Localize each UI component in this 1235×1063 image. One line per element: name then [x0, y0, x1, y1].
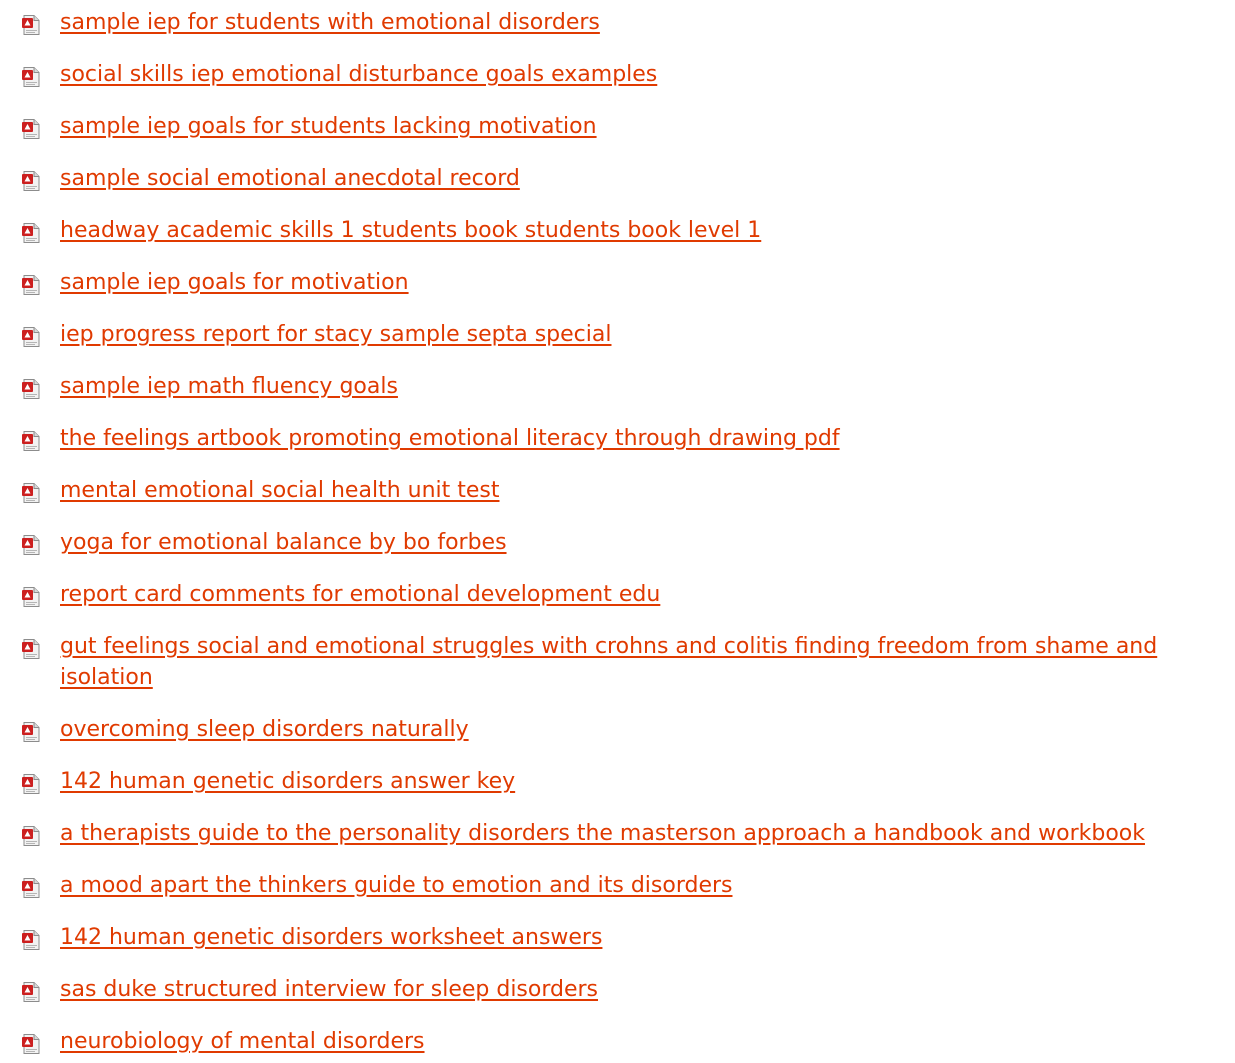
document-link[interactable]: sample iep goals for motivation	[60, 270, 409, 295]
document-link[interactable]: sample social emotional anecdotal record	[60, 166, 520, 191]
document-link[interactable]: 142 human genetic disorders worksheet answers	[60, 925, 603, 950]
list-item	[0, 423, 1235, 454]
pdf-file-icon	[22, 481, 40, 501]
document-link[interactable]: sample iep math fluency goals	[60, 374, 398, 399]
pdf-file-icon	[22, 221, 40, 241]
pdf-file-icon	[22, 65, 40, 85]
list-item	[0, 766, 1235, 797]
list-item	[0, 1026, 1235, 1057]
document-link[interactable]: sample iep goals for students lacking motivation	[60, 114, 597, 139]
pdf-file-icon	[22, 429, 40, 449]
pdf-file-icon	[22, 377, 40, 397]
list-item	[0, 870, 1235, 901]
list-item	[0, 163, 1235, 194]
pdf-file-icon	[22, 325, 40, 345]
list-item	[0, 371, 1235, 402]
pdf-file-icon	[22, 637, 40, 657]
document-link[interactable]: iep progress report for stacy sample septa special	[60, 322, 612, 347]
document-link[interactable]: a therapists guide to the personality disorders the masterson approach a handbook and workbook	[60, 821, 1145, 846]
document-link[interactable]: 142 human genetic disorders answer key	[60, 769, 516, 794]
pdf-file-icon	[22, 980, 40, 1000]
list-item	[0, 59, 1235, 90]
list-item	[0, 527, 1235, 558]
document-link[interactable]: report card comments for emotional development edu	[60, 582, 661, 607]
pdf-file-icon	[22, 928, 40, 948]
list-item	[0, 631, 1235, 693]
pdf-file-icon	[22, 772, 40, 792]
list-item	[0, 319, 1235, 350]
document-link[interactable]: a mood apart the thinkers guide to emotion and its disorders	[60, 873, 733, 898]
document-link[interactable]: the feelings artbook promoting emotional literacy through drawing pdf	[60, 426, 840, 451]
pdf-file-icon	[22, 720, 40, 740]
pdf-file-icon	[22, 273, 40, 293]
pdf-file-icon	[22, 585, 40, 605]
list-item	[0, 267, 1235, 298]
pdf-file-icon	[22, 13, 40, 33]
list-item	[0, 714, 1235, 745]
list-item	[0, 579, 1235, 610]
document-link[interactable]: sample iep for students with emotional disorders	[60, 10, 600, 35]
list-item	[0, 7, 1235, 38]
pdf-file-icon	[22, 876, 40, 896]
document-link[interactable]: gut feelings social and emotional struggles with crohns and colitis finding freedom from shame and isolation	[60, 634, 1158, 690]
document-link[interactable]: social skills iep emotional disturbance goals examples	[60, 62, 658, 87]
list-item	[0, 215, 1235, 246]
list-item	[0, 111, 1235, 142]
document-link[interactable]: sas duke structured interview for sleep disorders	[60, 977, 599, 1002]
pdf-file-icon	[22, 117, 40, 137]
list-item	[0, 974, 1235, 1005]
pdf-file-icon	[22, 533, 40, 553]
document-link[interactable]: yoga for emotional balance by bo forbes	[60, 530, 507, 555]
document-link[interactable]: overcoming sleep disorders naturally	[60, 717, 469, 742]
pdf-file-icon	[22, 1032, 40, 1052]
list-item	[0, 922, 1235, 953]
document-link[interactable]: mental emotional social health unit test	[60, 478, 500, 503]
pdf-file-icon	[22, 169, 40, 189]
pdf-file-icon	[22, 824, 40, 844]
document-link[interactable]: neurobiology of mental disorders	[60, 1029, 425, 1054]
document-link[interactable]: headway academic skills 1 students book students book level 1	[60, 218, 762, 243]
list-item	[0, 818, 1235, 849]
list-item	[0, 475, 1235, 506]
